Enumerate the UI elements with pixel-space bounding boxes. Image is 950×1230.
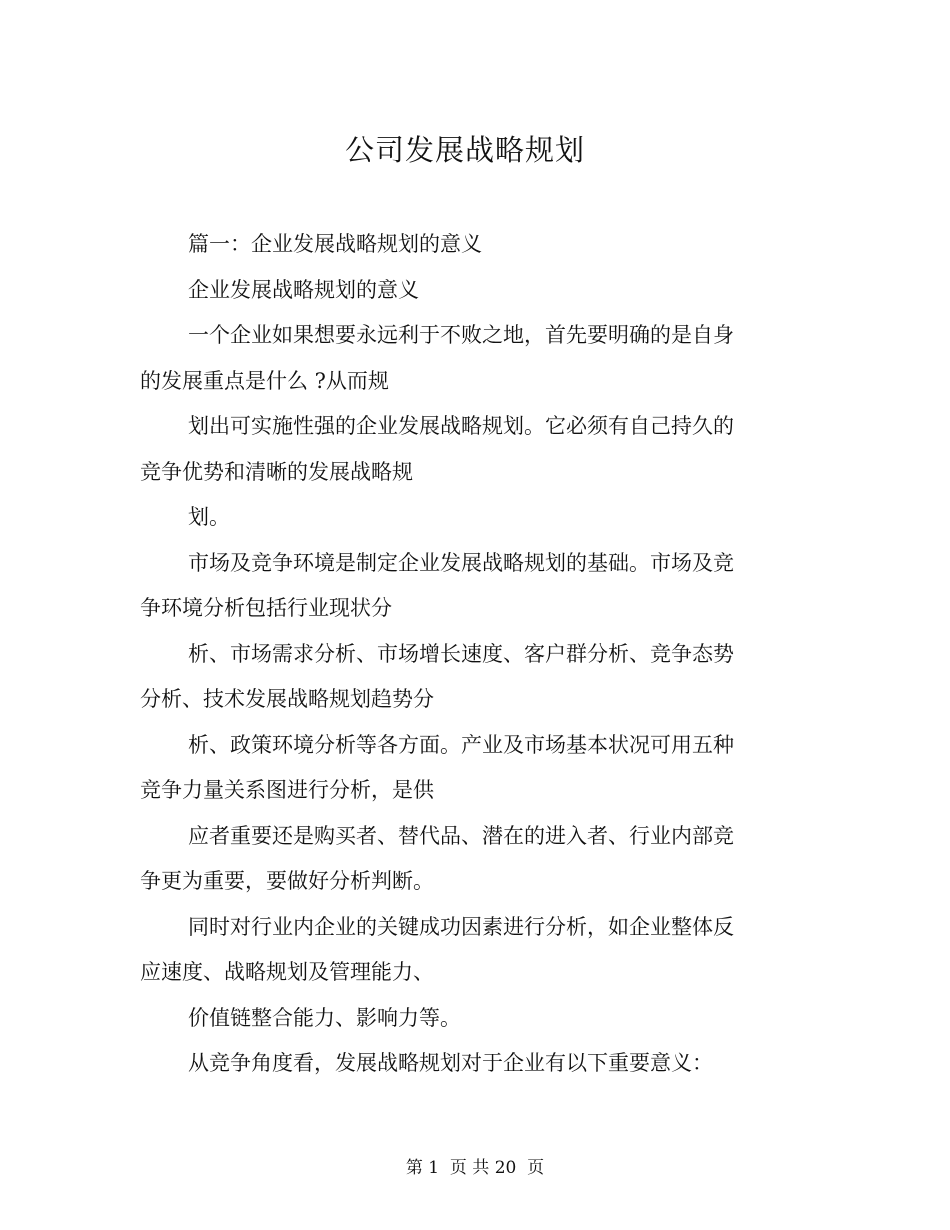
paragraph: 从竞争角度看，发展战略规划对于企业有以下重要意义： [188,1051,713,1075]
paragraph: 市场及竞争环境是制定企业发展战略规划的基础。市场及竞争环境分析包括行业现状分 [140,550,734,620]
paragraph: 篇一：企业发展战略规划的意义 [188,232,482,256]
document-title: 公司发展战略规划 [344,133,585,167]
document-body [140,222,740,1087]
paragraph: 划出可实施性强的企业发展战略规划。它必须有自己持久的竞争优势和清晰的发展战略规 [140,414,734,484]
paragraph: 析、政策环境分析等各方面。产业及市场基本状况可用五种竞争力量关系图进行分析，是供 [140,732,734,802]
paragraph: 同时对行业内企业的关键成功因素进行分析，如企业整体反应速度、战略规划及管理能力、 [140,914,734,984]
paragraph: 析、市场需求分析、市场增长速度、客户群分析、竞争态势分析、技术发展战略规划趋势分 [140,641,734,711]
paragraph: 一个企业如果想要永远利于不败之地，首先要明确的是自身的发展重点是什么 ?从而规 [140,323,734,393]
paragraph: 划。 [188,505,230,529]
page-footer: 第 1 页 共 20 页 [405,1158,545,1178]
paragraph: 企业发展战略规划的意义 [188,277,419,302]
paragraph: 应者重要还是购买者、替代品、潜在的进入者、行业内部竞争更为重要，要做好分析判断。 [140,823,734,893]
paragraph: 价值链整合能力、影响力等。 [188,1005,461,1030]
